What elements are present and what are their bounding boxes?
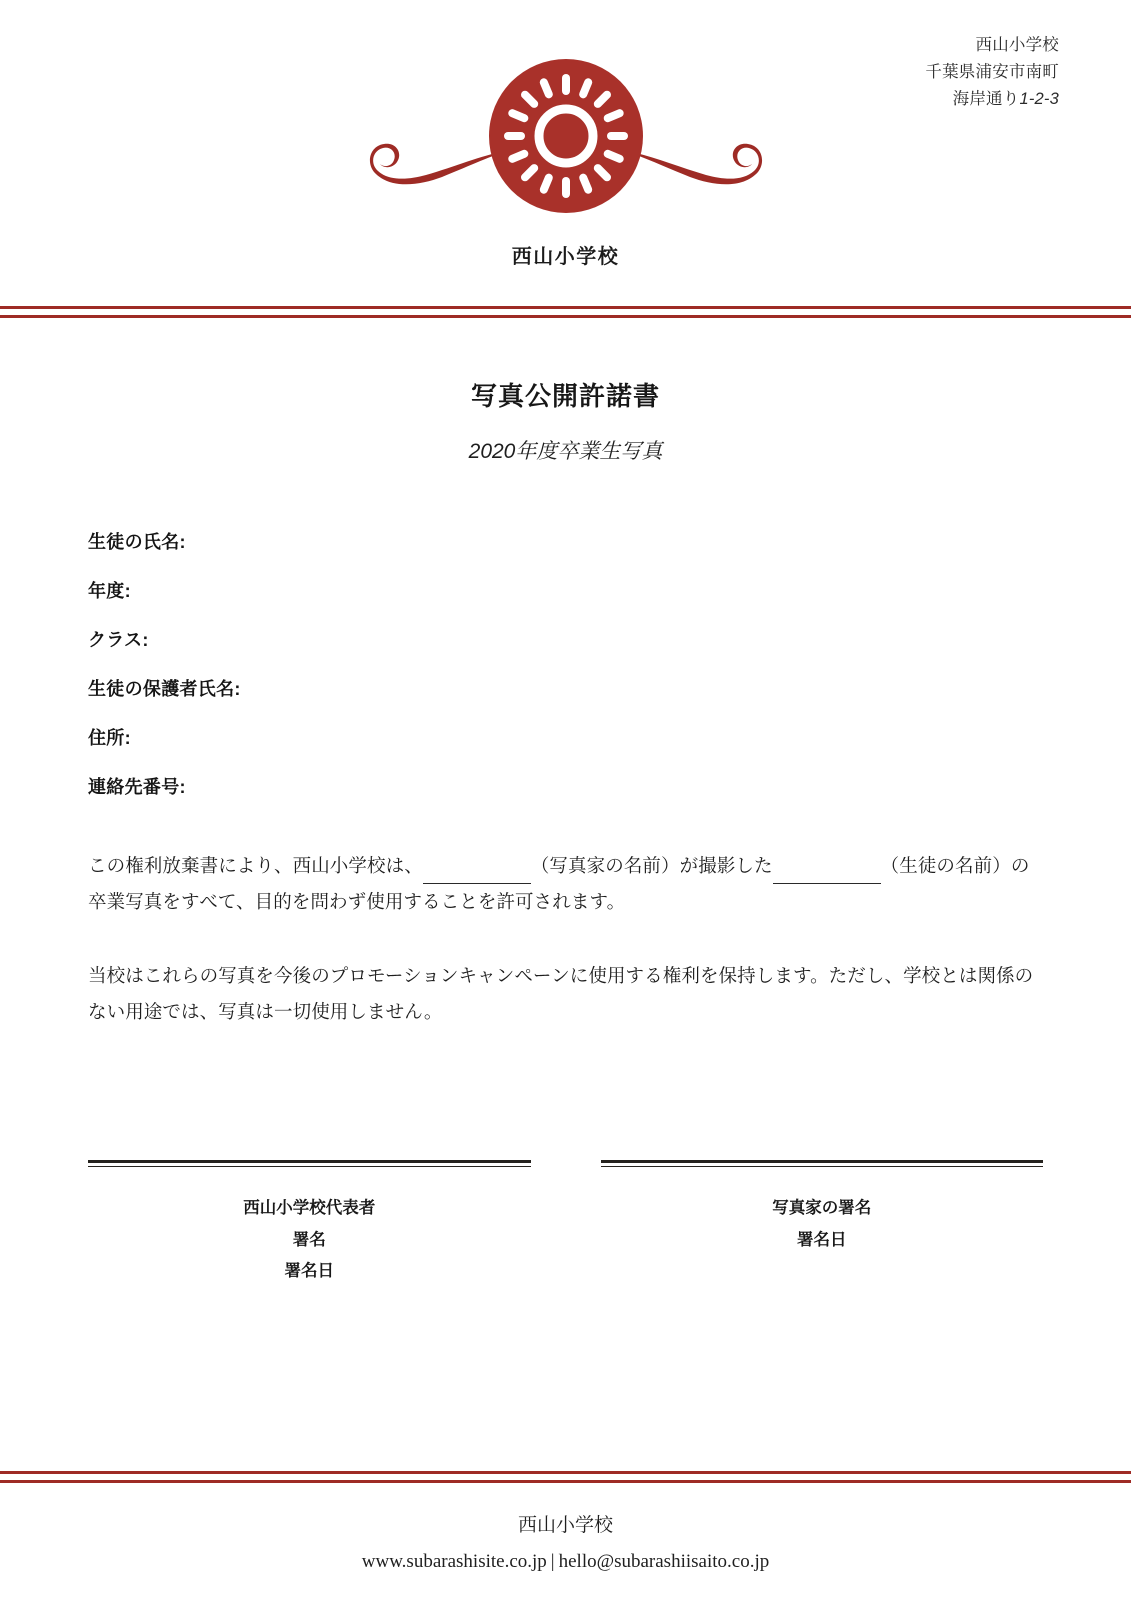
paragraph-consent-part1: この権利放棄書により、西山小学校は、 [88, 855, 423, 876]
signature-label-photographer: 写真家の署名 [772, 1199, 872, 1218]
blank-photographer-name[interactable] [423, 861, 531, 884]
paragraph-usage-rights: 当校はこれらの写真を今後のプロモーションキャンペーンに使用する権利を保持します。ただし、学校とは関係のない用途では、写真は一切使用しません。 [88, 965, 1034, 1023]
logo-block [0, 58, 1131, 269]
flourish-swirl-icon-right [626, 144, 762, 185]
footer-school-name: 西山小学校 [517, 1515, 613, 1537]
field-class: クラス: [88, 630, 149, 650]
field-contact-number: 連絡先番号: [88, 777, 186, 797]
address-street-prefix: 海岸通り [952, 90, 1020, 109]
address-line-school: 西山小学校 [975, 36, 1059, 54]
header-divider-rule [0, 306, 1131, 318]
page-title: 写真公開許諾書 [470, 381, 660, 411]
form-fields [88, 533, 1043, 796]
footer-text-block [0, 1511, 1131, 1578]
signature-block-school [88, 1160, 531, 1287]
document-header [0, 0, 1131, 300]
signature-block-photographer [601, 1160, 1044, 1287]
logo-school-name: 西山小学校 [511, 246, 620, 268]
footer-divider-rule [0, 1471, 1131, 1483]
signature-label-school-rep: 西山小学校代表者 [243, 1199, 376, 1218]
document-footer [0, 1471, 1131, 1600]
school-logo [356, 58, 776, 228]
paragraph-consent-part2: （写真家の名前）が撮影した [530, 855, 773, 876]
footer-contact [0, 1546, 1131, 1578]
footer-separator: | [550, 1550, 555, 1572]
signature-section [88, 1160, 1043, 1287]
paragraph-consent [88, 848, 1043, 920]
flourish-swirl-icon-left [369, 144, 505, 185]
document-body [0, 376, 1131, 1287]
address-line-city: 千葉県浦安市南町 [925, 63, 1059, 82]
consent-paragraphs [88, 848, 1043, 1030]
signature-label-photographer-date: 署名日 [797, 1230, 847, 1249]
footer-email[interactable]: hello@subarashiisaito.co.jp [558, 1550, 770, 1572]
blank-student-name[interactable] [773, 861, 881, 884]
signature-label-school-signature: 署名 [292, 1230, 326, 1249]
title-block [88, 376, 1043, 465]
field-student-name: 生徒の氏名: [88, 532, 186, 552]
signature-label-school-date: 署名日 [284, 1261, 334, 1280]
signature-line-photographer[interactable] [601, 1160, 1044, 1167]
signature-line-school[interactable] [88, 1160, 531, 1167]
paragraph-consent-part3: （生徒の名前）の卒業写真をすべて、目的を問わず使用することを許可されます。 [88, 855, 1030, 913]
page-subtitle: 2020年度卒業生写真 [468, 440, 663, 463]
field-guardian-name: 生徒の保護者氏名: [88, 679, 241, 699]
field-year: 年度: [88, 581, 131, 601]
address-street-number: 1-2-3 [1019, 90, 1059, 109]
field-address: 住所: [88, 728, 131, 748]
footer-website[interactable]: www.subarashisite.co.jp [361, 1550, 547, 1572]
